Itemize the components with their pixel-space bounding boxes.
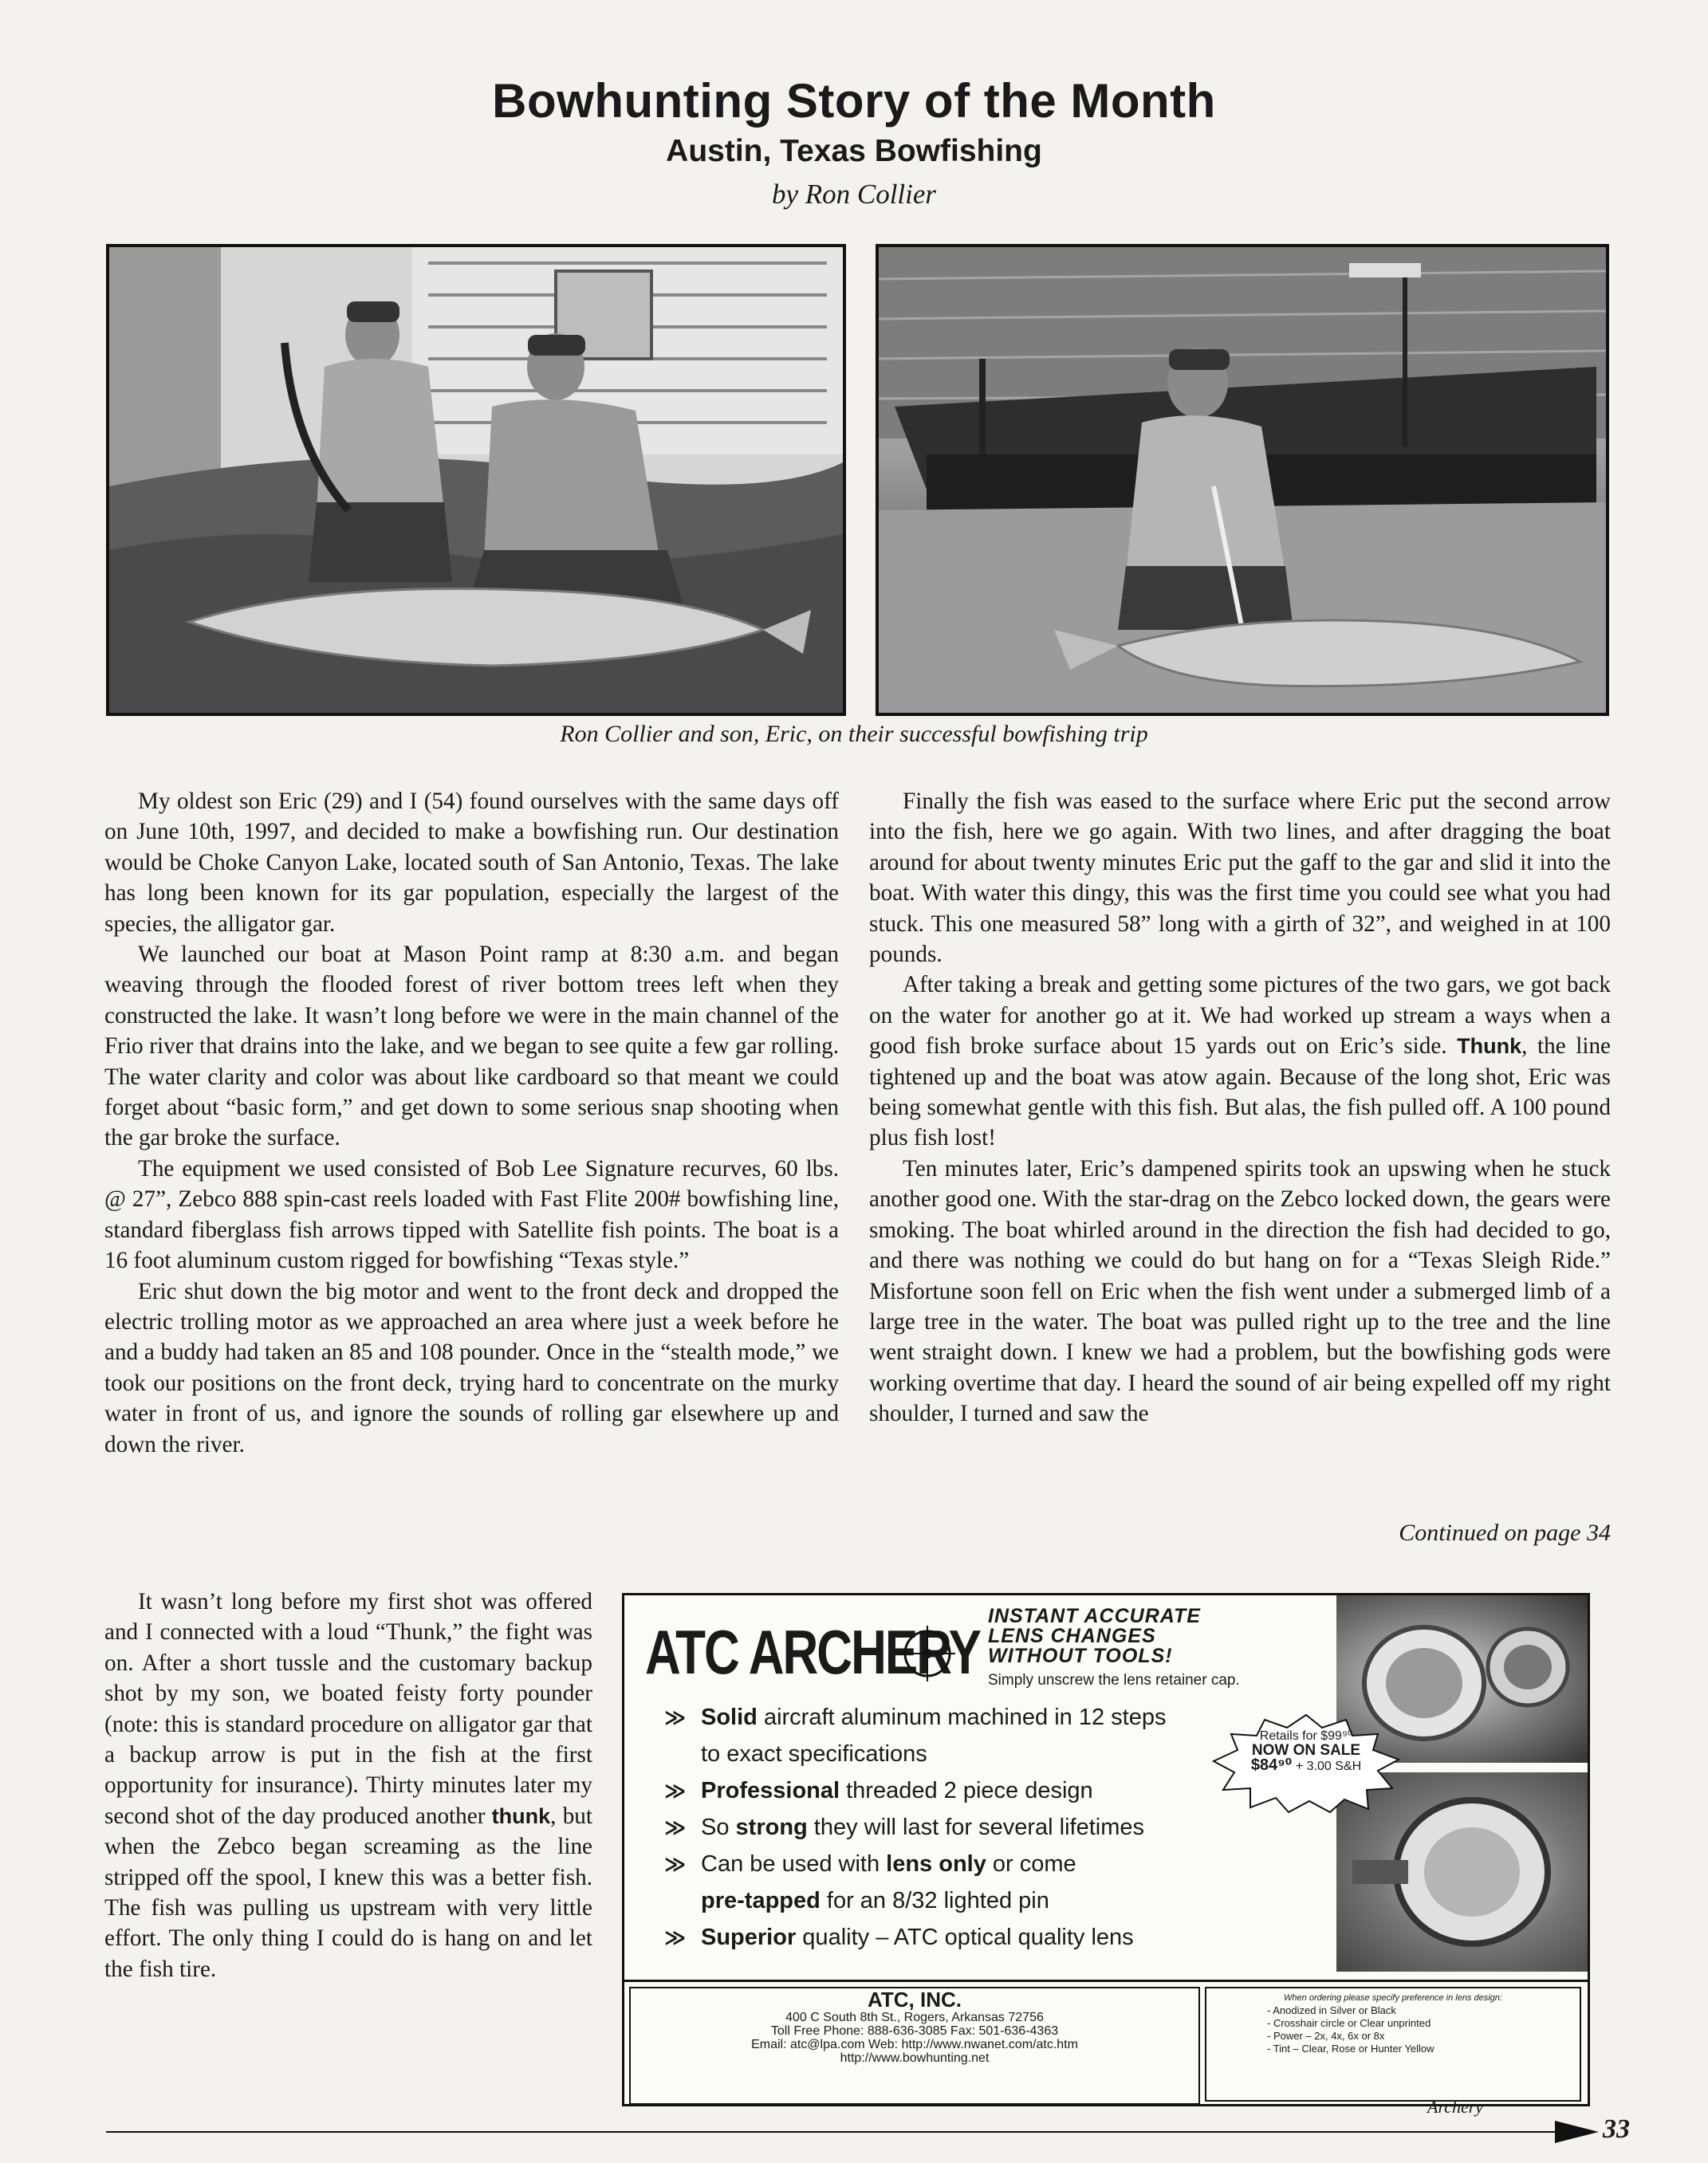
- arrow-icon: ≫: [664, 1779, 687, 1803]
- article-column-right: [869, 786, 1611, 1430]
- feature-item: ≫ Professional threaded 2 piece design: [664, 1772, 1318, 1809]
- continued-note: Continued on page 34: [1399, 1520, 1611, 1546]
- paragraph: We launched our boat at Mason Point ramp at 8:30 a.m. and began weaving through the flooded forest of river bottom trees left when they constructed the lake. It wasn’t long before we were in the main channel of the Frio river that drains into the lake, and we began to see quite a few gar rolling. The water clarity and color was about like cardboard so that meant we could forget about “basic form,” and get down to some serious snap shooting when the gar broke the surface.: [104, 942, 839, 1151]
- sale-price-badge: Retails for $99⁹⁰ NOW ON SALE $84⁹⁰ + 3.00 S&H: [1250, 1729, 1362, 1774]
- arrow-icon: ≫: [664, 1852, 687, 1876]
- feature-item: ≫ Superior quality – ATC optical quality lens: [664, 1919, 1318, 1956]
- paragraph: It wasn’t long before my first shot was offered and I connected with a loud “Thunk,” the fight was on. After a short tussle and the customary backup shot by my son, we boated feisty forty pounder (note: this is standard procedure on alligator gar that a backup arrow is put in the fish at the first opportunity for insurance). Thirty minutes later my second shot of the day produced another thunk, but when the Zebco began screaming as the line stripped off the spool, I knew this was a better fish. The fish was pulling us upstream with very little effort. The only thing I could do is hang on and let the fish tire.: [104, 1589, 593, 1982]
- footer-rule: [106, 2131, 1589, 2133]
- article-byline: by Ron Collier: [771, 179, 937, 210]
- magazine-name: Archery: [1427, 2097, 1484, 2117]
- arrow-icon: ≫: [664, 1815, 687, 1839]
- arrow-icon: ≫: [664, 1925, 687, 1949]
- photo-left-illustration: [109, 247, 843, 713]
- feature-item: ≫ So strong they will last for several lifetimes: [664, 1809, 1318, 1846]
- company-name: ATC, INC.: [868, 1988, 962, 2012]
- article-column-left-narrow: [104, 1587, 592, 1984]
- company-address-box: ATC, INC. 400 C South 8th St., Rogers, Arkansas 72756 Toll Free Phone: 888-636-3085 Fax: 501-636-4363 Email: atc@lpa.com Web: http://www.nwanet.com/atc.htm http://www.bowhunting.net: [629, 1987, 1200, 2105]
- article-column-left: [104, 786, 839, 1460]
- ad-contact-section: [624, 1980, 1588, 2106]
- article-title: Bowhunting Story of the Month: [492, 74, 1216, 128]
- ad-subhead: Simply unscrew the lens retainer cap.: [988, 1672, 1240, 1689]
- photo-right-illustration: [879, 247, 1606, 713]
- paragraph: Finally the fish was eased to the surface where Eric put the second arrow into the fish, here we go again. With two lines, and after dragging the boat around for about twenty minutes Eric put the gaff to the gar and slid it into the boat. With water this dingy, this was the first time you could see what you had stuck. This one measured 58” long with a girth of 32”, and weighed in at 100 pounds.: [869, 789, 1611, 968]
- thunk-emphasis: Thunk: [1457, 1034, 1522, 1059]
- arrow-icon: ≫: [664, 1705, 687, 1729]
- ordering-options-box: When ordering please specify preference in lens design: - Anodized in Silver or Black - Crosshair circle or Clear unprinted - Power – 2x, 4x, 6x or 8x - Tint – Clear, Rose or Hunter Yellow: [1205, 1987, 1581, 2102]
- ad-headline: INSTANT ACCURATE LENS CHANGES WITHOUT TOOLS!: [988, 1605, 1201, 1667]
- paragraph: The equipment we used consisted of Bob Lee Signature recurves, 60 lbs. @ 27”, Zebco 888 spin-cast reels loaded with Fast Flite 200# bowfishing line, standard fiberglass fish arrows tipped with Satellite fish points. The boat is a 16 foot aluminum custom rigged for bowfishing “Texas style.”: [104, 1155, 839, 1274]
- article-subtitle: Austin, Texas Bowfishing: [666, 134, 1042, 168]
- atc-archery-advertisement: [622, 1593, 1590, 2106]
- crosshair-icon: [899, 1626, 955, 1681]
- feature-item: ≫ Solid aircraft aluminum machined in 12 steps to exact specifications: [664, 1699, 1318, 1772]
- footer-arrow-icon: [1555, 2121, 1599, 2143]
- photo-left-gar-catch: [106, 244, 846, 716]
- paragraph: My oldest son Eric (29) and I (54) found ourselves with the same days off on June 10th, 1997, and decided to make a bowfishing run. Our destination would be Choke Canyon Lake, located south of San Antonio, Texas. The lake has long been known for its gar population, especially the largest of the species, the alligator gar.: [104, 789, 839, 937]
- atc-archery-logo: ATC ARCHERY: [645, 1618, 981, 1688]
- feature-item: ≫ Can be used with lens only or come pre-tapped for an 8/32 lighted pin: [664, 1846, 1318, 1919]
- photo-right-boat-gar: [876, 244, 1609, 716]
- paragraph: Eric shut down the big motor and went to the front deck and dropped the electric trolling motor as we approached an area where just a week before he and a buddy had taken an 85 and 108 pounder. Once in the “stealth mode,” we took our positions on the front deck, trying hard to concentrate on the murky water in front of us, and ignore the sounds of rolling gar elsewhere up and down the river.: [104, 1278, 839, 1457]
- thunk-emphasis: thunk: [491, 1803, 551, 1828]
- page-number: 33: [1603, 2114, 1630, 2144]
- paragraph: After taking a break and getting some pictures of the two gars, we got back on the water for another go at it. We had worked up stream a ways when a good fish broke surface about 15 yards out on Eric’s side. Thunk, the line tightened up and the boat was atow again. Because of the long shot, Eric was being somewhat gentle with this fish. But alas, the fish pulled off. A 100 pound plus fish lost!: [869, 972, 1611, 1151]
- paragraph: Ten minutes later, Eric’s dampened spirits took an upswing when he stuck another good one. With the star-drag on the Zebco locked down, the gears were smoking. The boat whirled around in the direction the fish had decided to go, and there was nothing we could do but hang on for a “Texas Sleigh Ride.” Misfortune soon fell on Eric when the fish went under a submerged limb of a large tree in the water. The boat was pulled right up to the tree and the line went straight down. I knew we had a problem, but the bowfishing gods were working overtime that day. I heard the sound of air being expelled off my right shoulder, I turned and saw the: [869, 1155, 1611, 1427]
- photo-caption: Ron Collier and son, Eric, on their successful bowfishing trip: [560, 721, 1148, 747]
